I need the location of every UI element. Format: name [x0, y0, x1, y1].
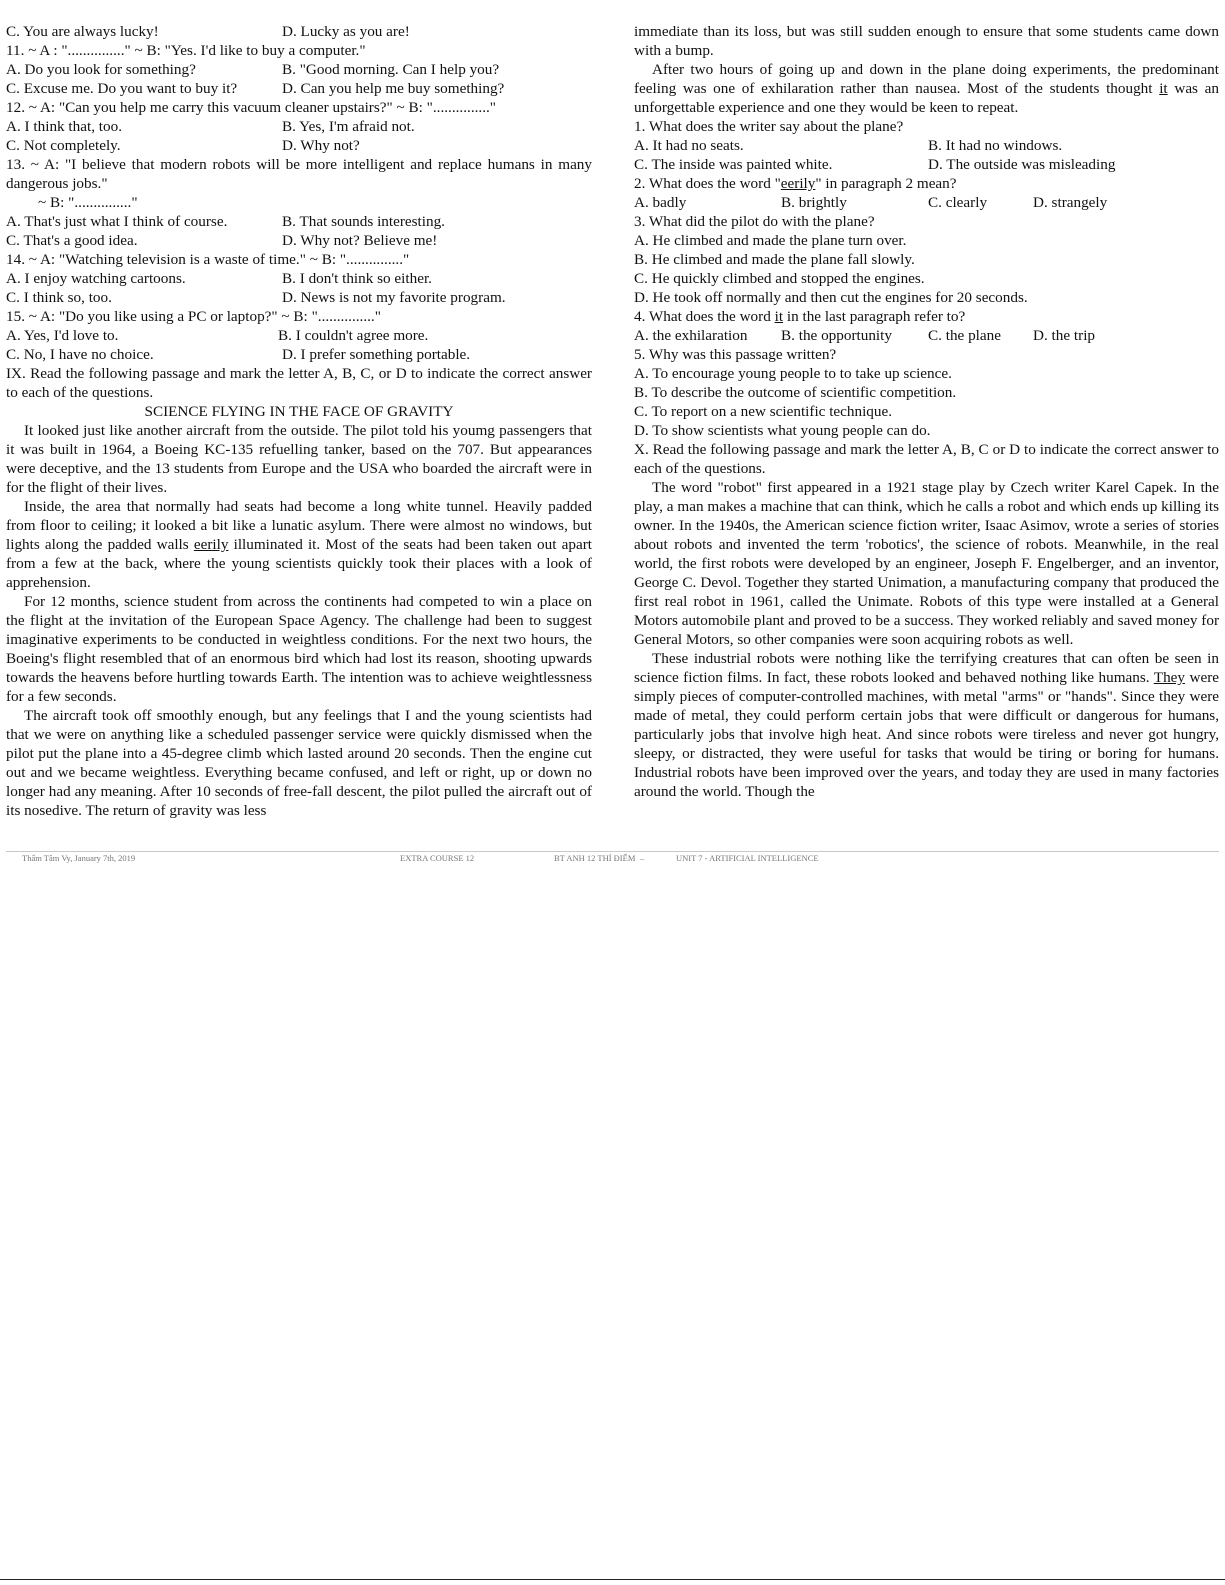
p5-text-before: After two hours of going up and down in the plane doing experiments, the predominant feeling was one of exhilaration rather than nausea. Most of the students thought: [634, 61, 1219, 97]
q15-options-cd: [6, 345, 592, 364]
footer-divider: [6, 851, 1219, 852]
reading-q5-option-b: B. To describe the outcome of scientific competition.: [634, 384, 957, 401]
q13-option-c: C. That's a good idea.: [6, 232, 138, 249]
q14-options-cd: [6, 288, 592, 307]
q13-response: ~ B: "...............": [38, 194, 138, 211]
reading-q1-options-cd: [634, 155, 1219, 174]
robot-passage-paragraph-2: [634, 649, 1219, 801]
reading-q4-prompt: [634, 307, 1219, 326]
q11-prompt-part1: 11. ~ A : "..............." ~ B: "Yes. I'd like: [6, 42, 243, 59]
q15-option-b: B. I couldn't agree more.: [278, 327, 429, 344]
reading-q3-prompt: 3. What did the pilot do with the plane?: [634, 213, 875, 230]
p2-underlined-word: eerily: [193, 536, 229, 553]
p2-text-before: Inside, the area that normally had seats had become a long white tunnel. Heavily padded from floor to ceiling; it looked a bit like a lunatic asylum. There were almost no windows, but lights along the padded walls: [6, 498, 592, 553]
q12-options-ab: [6, 117, 592, 136]
passage-paragraph-4-continued: immediate than its loss, but was still sudden enough to ensure that some students came down with a bump.: [634, 23, 1219, 59]
q14-option-b: B. I don't think so either.: [282, 270, 432, 287]
rq4-text-after: in the last paragraph refer to?: [783, 308, 966, 325]
passage-paragraph-3: For 12 months, science student from across the continents had competed to win a place on the flight at the invitation of the European Space Agency. The challenge had been to suggest imaginative experiments to be conducted in weightless conditions. For the next two hours, the Boeing's flight resembled that of an enormous bird which had lost its reason, shooting upwards towards the heavens before hurtling towards Earth. The intention was to achieve weightlessness for a few seconds.: [6, 593, 592, 705]
rq4-underlined-word: it: [774, 308, 784, 325]
q12-option-d: D. Why not?: [282, 137, 360, 154]
r-p2-underlined-word: They: [1153, 669, 1186, 686]
rq2-text-after: " in paragraph 2 mean?: [815, 175, 957, 192]
reading-q4-option-d: D. the trip: [1033, 327, 1096, 344]
reading-q2-option-c: C. clearly: [928, 194, 988, 211]
q10-option-d: D. Lucky as you are!: [282, 23, 410, 40]
page-bottom-border: [0, 1579, 1225, 1580]
q14-prompt: [6, 250, 592, 269]
q11-options-ab: [6, 60, 592, 79]
footer-separator: –: [640, 853, 645, 863]
q13-option-a: A. That's just what I think of course.: [6, 213, 228, 230]
q11-option-c: C. Excuse me. Do you want to buy it?: [6, 80, 238, 97]
q14-prompt-part1: 14. ~ A: "Watching television is a waste: [6, 251, 249, 268]
q10-options: [6, 22, 592, 41]
reading-q3-option-c: C. He quickly climbed and stopped the engines.: [634, 270, 925, 287]
reading-q2-prompt: [634, 174, 1219, 193]
q13-options-cd: [6, 231, 592, 250]
q11-prompt-part2: to buy a computer.": [246, 42, 366, 59]
q15-prompt: 15. ~ A: "Do you like using a PC or laptop?" ~ B: "...............": [6, 308, 381, 325]
q13-option-b: B. That sounds interesting.: [282, 213, 445, 230]
reading-q4-options: [634, 326, 1219, 345]
section-ix-instruction: IX. Read the following passage and mark the letter A, B, C, or D to indicate the correct answer to each of the questions.: [6, 365, 592, 401]
reading-q4-option-c: C. the plane: [928, 327, 1001, 344]
rq2-underlined-word: eerily: [780, 175, 816, 192]
left-column: [6, 22, 592, 820]
p5-text-after: was an unforgettable experience and one they would be keen to repeat.: [634, 80, 1219, 116]
reading-q3-option-d: D. He took off normally and then cut the engines for 20 seconds.: [634, 289, 1028, 306]
q13-option-d: D. Why not? Believe me!: [282, 232, 438, 249]
passage-title: SCIENCE FLYING IN THE FACE OF GRAVITY: [144, 403, 454, 420]
p2-text-after: illuminated it. Most of the seats had been taken out apart from a few at the back, where the young scientists quickly took their places with a look of apprehension.: [6, 536, 592, 591]
reading-q1-option-b: B. It had no windows.: [928, 137, 1063, 154]
footer-subject: BT ANH 12 THÍ ĐIỂM: [554, 853, 636, 863]
q15-options-ab: [6, 326, 592, 345]
footer-author: Thẩm Tâm Vy, January 7th, 2019: [22, 853, 136, 863]
reading-q1-options-ab: [634, 136, 1219, 155]
q11-option-b: B. "Good morning. Can I help you?: [282, 61, 500, 78]
q10-option-c: C. You are always lucky!: [6, 23, 159, 40]
q15-option-c: C. No, I have no choice.: [6, 346, 154, 363]
reading-q3-option-a: A. He climbed and made the plane turn over.: [634, 232, 907, 249]
q14-prompt-part2: of time." ~ B: "...............": [252, 251, 410, 268]
q12-option-c: C. Not completely.: [6, 137, 121, 154]
r-p2-text-before: These industrial robots were nothing like the terrifying creatures that can often be seen in science fiction films. In fact, these robots looked and behaved nothing like humans.: [634, 650, 1219, 686]
q15-option-d: D. I prefer something portable.: [282, 346, 471, 363]
q14-option-a: A. I enjoy watching cartoons.: [6, 270, 186, 287]
q12-option-a: A. I think that, too.: [6, 118, 123, 135]
footer-course: EXTRA COURSE 12: [400, 853, 475, 863]
reading-q5-prompt: 5. Why was this passage written?: [634, 346, 837, 363]
right-column: [634, 22, 1219, 801]
reading-q4-option-a: A. the exhilaration: [634, 327, 748, 344]
reading-q3-option-b: B. He climbed and made the plane fall slowly.: [634, 251, 915, 268]
footer-unit: UNIT 7 - ARTIFICIAL INTELLIGENCE: [676, 853, 819, 863]
reading-q2-option-a: A. badly: [634, 194, 687, 211]
q14-option-c: C. I think so, too.: [6, 289, 112, 306]
reading-q1-option-a: A. It had no seats.: [634, 137, 744, 154]
q12-prompt: 12. ~ A: "Can you help me carry this vacuum cleaner upstairs?" ~ B: "...............": [6, 99, 497, 116]
r-p2-text-after: were simply pieces of computer-controlled machines, with metal "arms" or "hands". Since they were made of metal, they could perform certain jobs that were difficult or dangerous for humans, particularly jobs that involve high heat. And since robots were tireless and never got hungry, sleepy, or distracted, they were useful for tasks that would be tiring or boring for humans. Industrial robots have been improved over the years, and today they are used in many factories around the world. Though the: [634, 669, 1220, 800]
q15-option-a: A. Yes, I'd love to.: [6, 327, 119, 344]
rq2-text-before: 2. What does the word ": [634, 175, 781, 192]
reading-q2-option-b: B. brightly: [781, 194, 847, 211]
reading-q2-option-d: D. strangely: [1033, 194, 1108, 211]
q12-options-cd: [6, 136, 592, 155]
passage-paragraph-1: It looked just like another aircraft from the outside. The pilot told his youmg passengers that it was built in 1964, a Boeing KC-135 refuelling tanker, based on the 707. But appearances were deceptive, and the 13 students from Europe and the USA who boarded the aircraft were in for the flight of their lives.: [6, 422, 592, 496]
rq4-text-before: 4. What does the word: [634, 308, 775, 325]
q11-option-d: D. Can you help me buy something?: [282, 80, 505, 97]
passage-paragraph-5: [634, 60, 1219, 117]
q11-options-cd: [6, 79, 592, 98]
robot-passage-paragraph-1: The word "robot" first appeared in a 1921 stage play by Czech writer Karel Capek. In the play, a man makes a machine that can think, which he calls a robot and which ends up killing its owner. In the 1940s, the American science fiction writer, Isaac Asimov, wrote a series of stories about robots and invented the term 'robotics', the science of robots. Meanwhile, in the real world, the first robots were developed by an engineer, Joseph F. Engelberger, and an inventor, George C. Devol. Together they started Unimation, a manufacturing company that produced the first real robot in 1961, called the Unimate. Robots of this type were installed at a General Motors automobile plant and proved to be a success. They worked reliably and saved money for General Motors, so other companies were soon acquiring robots as well.: [634, 479, 1219, 648]
q14-option-d: D. News is not my favorite program.: [282, 289, 506, 306]
reading-q5-option-d: D. To show scientists what young people can do.: [634, 422, 931, 439]
passage-paragraph-2: [6, 497, 592, 592]
section-x-instruction: X. Read the following passage and mark the letter A, B, C or D to indicate the correct answer to each of the questions.: [634, 441, 1219, 477]
reading-q5-option-c: C. To report on a new scientific technique.: [634, 403, 893, 420]
reading-q4-option-b: B. the opportunity: [781, 327, 892, 344]
reading-q2-options: [634, 193, 1219, 212]
reading-q1-option-c: C. The inside was painted white.: [634, 156, 833, 173]
q13-prompt: 13. ~ A: "I believe that modern robots will be more intelligent and replace humans in many dangerous jobs.": [6, 156, 592, 192]
reading-q1-option-d: D. The outside was misleading: [928, 156, 1116, 173]
reading-q5-option-a: A. To encourage young people to to take up science.: [634, 365, 952, 382]
p5-underlined-word: it: [1159, 80, 1168, 97]
q13-options-ab: [6, 212, 592, 231]
q11-prompt: [6, 41, 592, 60]
q11-option-a: A. Do you look for something?: [6, 61, 196, 78]
q14-options-ab: [6, 269, 592, 288]
passage-paragraph-4: The aircraft took off smoothly enough, but any feelings that I and the young scientists had that we were on anything like a scheduled passenger service were quickly dismissed when the pilot put the plane into a 45-degree climb which lasted around 20 seconds. Then the engine cut out and we became weightless. Everything became confused, and left or right, up or down no longer had any meaning. After 10 seconds of free-fall descent, the pilot pulled the aircraft out of its nosedive. The return of gravity was less: [6, 707, 592, 819]
q12-option-b: B. Yes, I'm afraid not.: [282, 118, 415, 135]
reading-q1-prompt: 1. What does the writer say about the plane?: [634, 118, 904, 135]
